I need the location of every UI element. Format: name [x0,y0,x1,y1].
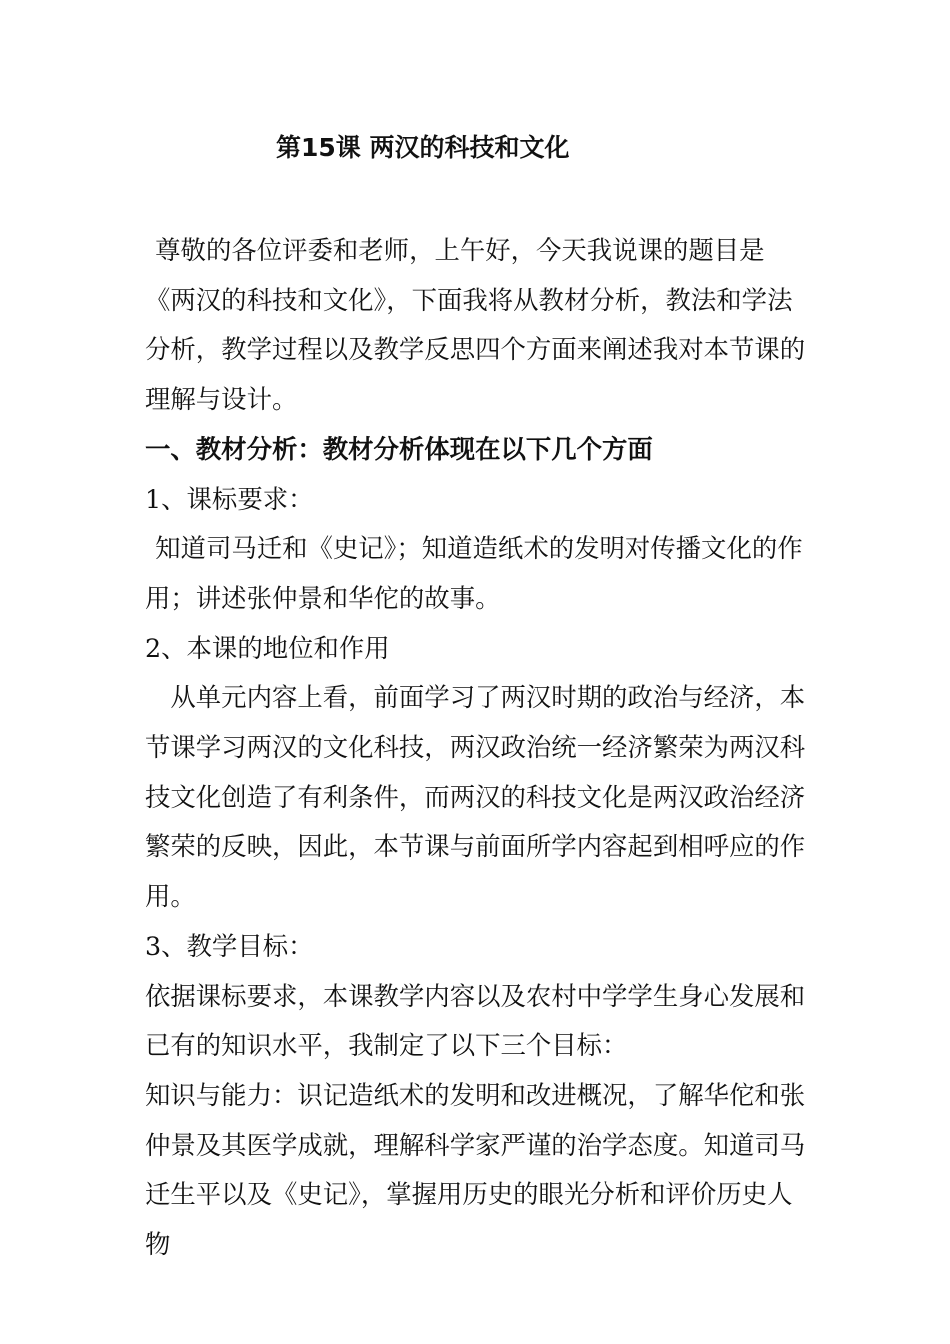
curriculum-requirements-paragraph: 知道司马迁和《史记》；知道造纸术的发明对传播文化的作用；讲述张仲景和华佗的故事。 [145,533,803,613]
teaching-goals-intro-paragraph: 依据课标要求，本课教学内容以及农村中学学生身心发展和已有的知识水平，我制定了以下三个目标： [145,980,806,1061]
document-body [145,226,815,1270]
subheading-curriculum-requirements: 1、课标要求： [145,483,314,514]
lesson-role-paragraph: 从单元内容上看，前面学习了两汉时期的政治与经济，本节课学习两汉的文化科技，两汉政治统一经济繁荣为两汉科技文化创造了有利条件，而两汉的科技文化是两汉政治经济繁荣的反映，因此，本节课与前面所学内容起到相呼应的作用。 [145,682,806,912]
section-heading-textbook-analysis: 一、教材分析：教材分析体现在以下几个方面 [145,433,653,464]
document-title: 第15课 两汉的科技和文化 [276,133,570,162]
subheading-lesson-role: 2、本课的地位和作用 [145,632,390,663]
knowledge-ability-paragraph: 知识与能力：识记造纸术的发明和改进概况，了解华佗和张仲景及其医学成就，理解科学家严谨的治学态度。知道司马迁生平以及《史记》，掌握用历史的眼光分析和评价历史人物 [145,1079,806,1260]
intro-paragraph: 尊敬的各位评委和老师，上午好，今天我说课的题目是《两汉的科技和文化》，下面我将从教材分析，教法和学法分析，教学过程以及教学反思四个方面来阐述我对本节课的理解与设计。 [145,235,806,415]
subheading-teaching-goals: 3、教学目标： [145,930,314,961]
